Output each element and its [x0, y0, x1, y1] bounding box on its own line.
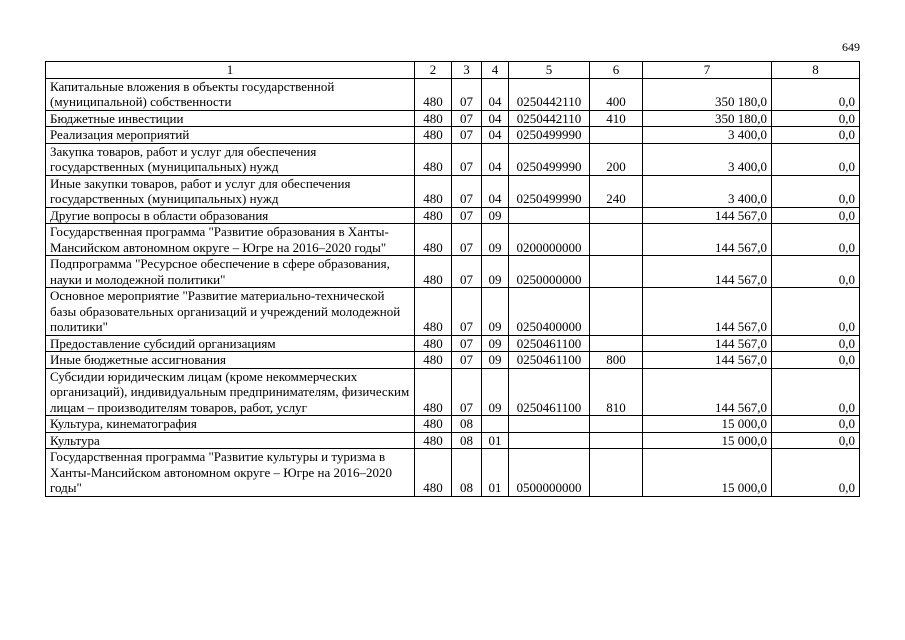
subsection-code-cell: [482, 416, 509, 433]
target-article-cell: 0250461100: [509, 352, 590, 369]
ministry-code-cell: 480: [415, 110, 452, 127]
table-row: [46, 127, 860, 144]
target-article-cell: 0250461100: [509, 335, 590, 352]
amount-cell: 350 180,0: [643, 110, 772, 127]
amount-cell: 144 567,0: [643, 207, 772, 224]
amount-cell: 3 400,0: [643, 127, 772, 144]
amount-cell: 350 180,0: [643, 78, 772, 110]
target-article-cell: 0200000000: [509, 224, 590, 256]
amount-cell: 3 400,0: [643, 175, 772, 207]
row-name-cell: Субсидии юридическим лицам (кроме некоммерческих организаций), индивидуальным предпринимателям, физическим лицам – производителям товаров, работ, услуг: [46, 368, 415, 416]
amount-cell: 15 000,0: [643, 432, 772, 449]
expense-type-cell: 410: [590, 110, 643, 127]
target-article-cell: [509, 432, 590, 449]
subsection-code-cell: 09: [482, 256, 509, 288]
column-header: 7: [643, 62, 772, 79]
section-code-cell: 07: [452, 256, 482, 288]
column-header: 4: [482, 62, 509, 79]
target-article-cell: 0250442110: [509, 78, 590, 110]
expense-type-cell: [590, 449, 643, 497]
section-code-cell: 08: [452, 432, 482, 449]
section-code-cell: 07: [452, 175, 482, 207]
target-article-cell: 0250442110: [509, 110, 590, 127]
subsection-code-cell: 01: [482, 432, 509, 449]
row-name-cell: Бюджетные инвестиции: [46, 110, 415, 127]
amount-cell: 0,0: [772, 224, 860, 256]
column-header: 5: [509, 62, 590, 79]
table-row: [46, 416, 860, 433]
subsection-code-cell: 01: [482, 449, 509, 497]
amount-cell: 0,0: [772, 416, 860, 433]
target-article-cell: 0250000000: [509, 256, 590, 288]
table-row: [46, 175, 860, 207]
row-name-cell: Иные закупки товаров, работ и услуг для обеспечения государственных (муниципальных) нужд: [46, 175, 415, 207]
ministry-code-cell: 480: [415, 352, 452, 369]
expense-type-cell: [590, 256, 643, 288]
expense-type-cell: [590, 432, 643, 449]
section-code-cell: 08: [452, 416, 482, 433]
amount-cell: 0,0: [772, 143, 860, 175]
ministry-code-cell: 480: [415, 78, 452, 110]
ministry-code-cell: 480: [415, 288, 452, 336]
table-row: [46, 110, 860, 127]
expense-type-cell: [590, 224, 643, 256]
table-row: [46, 335, 860, 352]
target-article-cell: 0250461100: [509, 368, 590, 416]
table-row: [46, 352, 860, 369]
amount-cell: 144 567,0: [643, 256, 772, 288]
amount-cell: 0,0: [772, 256, 860, 288]
subsection-code-cell: 04: [482, 110, 509, 127]
expense-type-cell: [590, 207, 643, 224]
column-header: 1: [46, 62, 415, 79]
subsection-code-cell: 04: [482, 143, 509, 175]
expense-type-cell: 240: [590, 175, 643, 207]
amount-cell: 0,0: [772, 352, 860, 369]
section-code-cell: 08: [452, 449, 482, 497]
amount-cell: 15 000,0: [643, 449, 772, 497]
ministry-code-cell: 480: [415, 416, 452, 433]
section-code-cell: 07: [452, 207, 482, 224]
subsection-code-cell: 09: [482, 224, 509, 256]
row-name-cell: Государственная программа "Развитие образования в Ханты-Мансийском автономном округе – Югре на 2016–2020 годы": [46, 224, 415, 256]
ministry-code-cell: 480: [415, 449, 452, 497]
table-row: [46, 207, 860, 224]
section-code-cell: 07: [452, 224, 482, 256]
expense-type-cell: [590, 127, 643, 144]
row-name-cell: Подпрограмма "Ресурсное обеспечение в сфере образования, науки и молодежной политики": [46, 256, 415, 288]
table-row: [46, 78, 860, 110]
amount-cell: 0,0: [772, 432, 860, 449]
target-article-cell: 0250499990: [509, 143, 590, 175]
ministry-code-cell: 480: [415, 335, 452, 352]
amount-cell: 0,0: [772, 127, 860, 144]
ministry-code-cell: 480: [415, 143, 452, 175]
ministry-code-cell: 480: [415, 256, 452, 288]
amount-cell: 144 567,0: [643, 224, 772, 256]
section-code-cell: 07: [452, 352, 482, 369]
row-name-cell: Капитальные вложения в объекты государственной (муниципальной) собственности: [46, 78, 415, 110]
page-number: 649: [842, 40, 860, 54]
table-row: [46, 224, 860, 256]
ministry-code-cell: 480: [415, 207, 452, 224]
row-name-cell: Предоставление субсидий организациям: [46, 335, 415, 352]
column-header: 3: [452, 62, 482, 79]
subsection-code-cell: 04: [482, 78, 509, 110]
column-header: 8: [772, 62, 860, 79]
expense-type-cell: 810: [590, 368, 643, 416]
subsection-code-cell: 09: [482, 288, 509, 336]
ministry-code-cell: 480: [415, 127, 452, 144]
target-article-cell: 0250499990: [509, 175, 590, 207]
amount-cell: 3 400,0: [643, 143, 772, 175]
expense-type-cell: [590, 335, 643, 352]
amount-cell: 0,0: [772, 110, 860, 127]
target-article-cell: 0500000000: [509, 449, 590, 497]
expense-type-cell: 200: [590, 143, 643, 175]
section-code-cell: 07: [452, 110, 482, 127]
subsection-code-cell: 09: [482, 368, 509, 416]
subsection-code-cell: 09: [482, 207, 509, 224]
row-name-cell: Реализация мероприятий: [46, 127, 415, 144]
target-article-cell: 0250400000: [509, 288, 590, 336]
table-row: [46, 432, 860, 449]
row-name-cell: Культура, кинематография: [46, 416, 415, 433]
target-article-cell: [509, 207, 590, 224]
column-header: 6: [590, 62, 643, 79]
section-code-cell: 07: [452, 288, 482, 336]
row-name-cell: Культура: [46, 432, 415, 449]
section-code-cell: 07: [452, 78, 482, 110]
table-header-row: [46, 62, 860, 79]
subsection-code-cell: 04: [482, 127, 509, 144]
target-article-cell: 0250499990: [509, 127, 590, 144]
ministry-code-cell: 480: [415, 175, 452, 207]
row-name-cell: Другие вопросы в области образования: [46, 207, 415, 224]
table-row: [46, 256, 860, 288]
table-row: [46, 143, 860, 175]
subsection-code-cell: 09: [482, 335, 509, 352]
amount-cell: 0,0: [772, 207, 860, 224]
section-code-cell: 07: [452, 335, 482, 352]
subsection-code-cell: 04: [482, 175, 509, 207]
table-row: [46, 288, 860, 336]
row-name-cell: Основное мероприятие "Развитие материально-технической базы образовательных организаций и учреждений молодежной политики": [46, 288, 415, 336]
amount-cell: 144 567,0: [643, 368, 772, 416]
row-name-cell: Иные бюджетные ассигнования: [46, 352, 415, 369]
table-row: [46, 368, 860, 416]
amount-cell: 0,0: [772, 368, 860, 416]
subsection-code-cell: 09: [482, 352, 509, 369]
ministry-code-cell: 480: [415, 368, 452, 416]
row-name-cell: Закупка товаров, работ и услуг для обеспечения государственных (муниципальных) нужд: [46, 143, 415, 175]
budget-table: [45, 61, 860, 497]
target-article-cell: [509, 416, 590, 433]
expense-type-cell: 400: [590, 78, 643, 110]
amount-cell: 0,0: [772, 288, 860, 336]
amount-cell: 144 567,0: [643, 352, 772, 369]
column-header: 2: [415, 62, 452, 79]
row-name-cell: Государственная программа "Развитие культуры и туризма в Ханты-Мансийском автономном округе – Югре на 2016–2020 годы": [46, 449, 415, 497]
section-code-cell: 07: [452, 143, 482, 175]
expense-type-cell: [590, 416, 643, 433]
amount-cell: 0,0: [772, 449, 860, 497]
amount-cell: 0,0: [772, 175, 860, 207]
section-code-cell: 07: [452, 127, 482, 144]
expense-type-cell: 800: [590, 352, 643, 369]
amount-cell: 144 567,0: [643, 335, 772, 352]
ministry-code-cell: 480: [415, 224, 452, 256]
amount-cell: 0,0: [772, 335, 860, 352]
ministry-code-cell: 480: [415, 432, 452, 449]
table-row: [46, 449, 860, 497]
expense-type-cell: [590, 288, 643, 336]
section-code-cell: 07: [452, 368, 482, 416]
amount-cell: 15 000,0: [643, 416, 772, 433]
amount-cell: 0,0: [772, 78, 860, 110]
amount-cell: 144 567,0: [643, 288, 772, 336]
